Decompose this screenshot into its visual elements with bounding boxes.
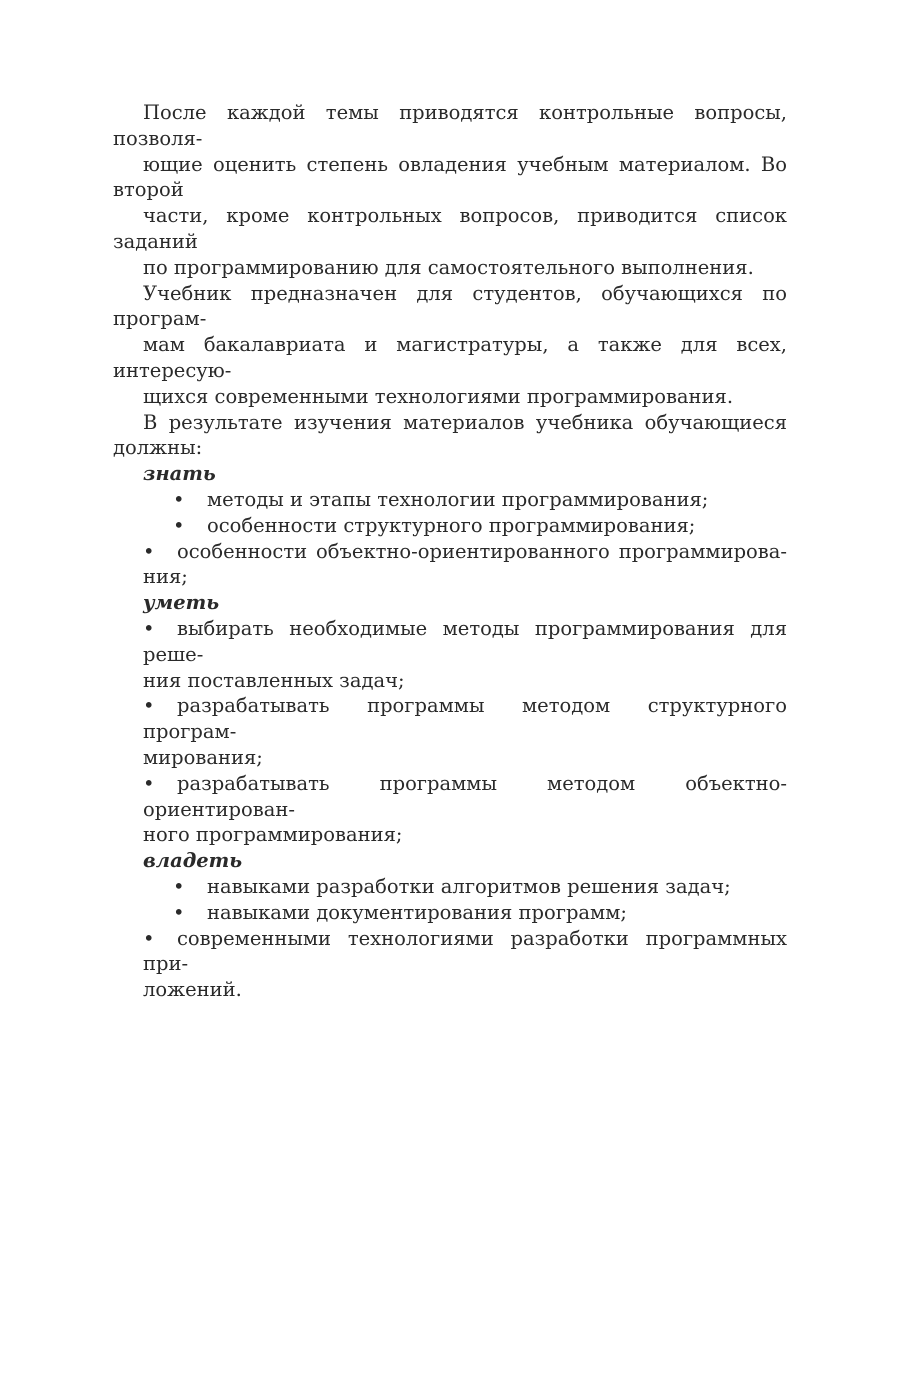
bullet-icon: • — [143, 616, 155, 640]
list-item-text: ного программирования; — [143, 823, 403, 847]
bullet-icon: • — [173, 513, 185, 537]
list-item — [113, 874, 787, 900]
list-item-text: ния поставленных задач; — [143, 668, 405, 692]
list-item — [113, 900, 787, 926]
paragraph-audience — [113, 281, 787, 410]
bullet-icon: • — [173, 874, 185, 898]
list-item-text: разрабатывать программы методом объектно-ориентирован- — [143, 771, 787, 821]
list-item-text: особенности структурного программирования; — [207, 513, 696, 537]
list-item — [113, 693, 787, 770]
text-line: После каждой темы приводятся контрольные вопросы, позволя- — [113, 101, 787, 150]
text-line: ющие оценить степень овладения учебным материалом. Во второй — [113, 152, 787, 202]
page-body — [113, 100, 787, 1003]
text-line: мам бакалавриата и магистратуры, а также для всех, интересую- — [113, 333, 787, 382]
list-item-text: выбирать необходимые методы программирования для реше- — [143, 616, 787, 666]
list-item — [113, 487, 787, 513]
text-line: В результате изучения материалов учебника обучающиеся должны: — [113, 410, 787, 460]
paragraph-control-questions — [113, 100, 787, 281]
list-item — [113, 771, 787, 848]
text-line: части, кроме контрольных вопросов, приводится список заданий — [113, 204, 787, 253]
list-item — [113, 539, 787, 591]
bullet-icon: • — [143, 771, 155, 795]
bullet-icon: • — [173, 487, 185, 511]
list-item-text: мирования; — [143, 745, 263, 769]
bullet-icon: • — [143, 539, 155, 563]
section-label-can: уметь — [143, 591, 220, 615]
list-item-text: современными технологиями разработки программных при- — [143, 926, 787, 976]
section-label-know: знать — [143, 462, 216, 486]
list-item-text: методы и этапы технологии программирования; — [207, 487, 709, 511]
list-item-text: особенности объектно-ориентированного программирова- — [177, 539, 787, 563]
list-item-text: навыками разработки алгоритмов решения задач; — [207, 874, 731, 898]
text-line: Учебник предназначен для студентов, обучающихся по програм- — [113, 281, 787, 331]
list-item — [113, 926, 787, 1003]
bullet-icon: • — [143, 694, 155, 718]
list-item-text: ния; — [143, 565, 188, 589]
bullet-icon: • — [173, 900, 185, 924]
paragraph-outcomes-intro — [113, 410, 787, 462]
list-item-text: ложений. — [143, 978, 242, 1002]
list-item-text: разрабатывать программы методом структурного програм- — [143, 694, 787, 744]
bullet-icon: • — [143, 926, 155, 950]
list-item-text: навыками документирования программ; — [207, 900, 627, 924]
text-line: щихся современными технологиями программирования. — [143, 384, 734, 408]
text-line: по программированию для самостоятельного выполнения. — [143, 255, 754, 279]
section-label-master: владеть — [143, 849, 243, 873]
list-item — [113, 513, 787, 539]
list-item — [113, 616, 787, 693]
